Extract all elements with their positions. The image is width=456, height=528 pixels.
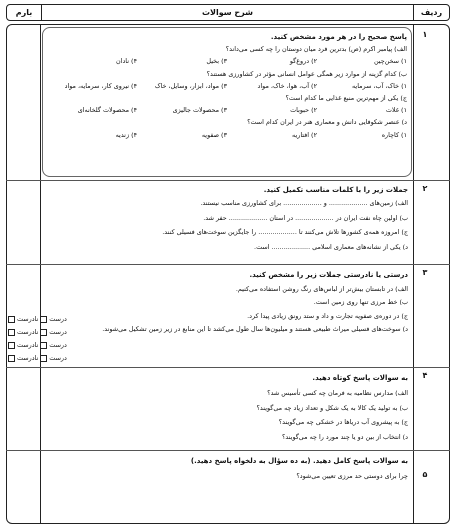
true-label: درست — [49, 354, 67, 362]
true-false-choice — [8, 315, 67, 323]
option[interactable]: ۴) محصولات گلخانه‌ای — [77, 106, 137, 115]
option[interactable]: ۲) دروغ‌گو — [289, 57, 317, 66]
option[interactable]: ۴) نیروی کار، سرمایه، مواد — [64, 81, 137, 90]
fill-blank-line: ب) اولین چاه نفت ایران در ................... در استان ................... حفر شد. — [203, 213, 408, 222]
section-number: ۱ — [422, 30, 428, 39]
true-false-choice — [8, 354, 67, 362]
true-false-statement: ب) خط مرزی تنها روی زمین است. — [313, 298, 408, 307]
short-answer-question: ب) به تولید یک کالا به یک شکل و تعداد زیاد چه می‌گویند؟ — [256, 403, 408, 412]
option[interactable]: ۲) افتاریه — [292, 130, 317, 139]
true-label: درست — [49, 328, 67, 336]
false-checkbox[interactable] — [8, 316, 15, 323]
true-false-statement: ج) در دوره‌ی صفویه تجارت و داد و ستد رونق زیادی پیدا کرد. — [247, 311, 408, 320]
false-label: نادرست — [17, 354, 39, 362]
true-false-row — [46, 323, 408, 336]
section-5-title: به سوالات پاسخ کامل دهید. (به ده سؤال به دلخواه پاسخ دهید.) — [190, 457, 408, 465]
option[interactable]: ۲) آب، هوا، خاک، مواد — [257, 81, 317, 90]
section-2-question — [42, 181, 412, 263]
section-1-title: پاسخ صحیح را در هر مورد مشخص کنید. — [270, 33, 407, 41]
option-row — [47, 129, 407, 141]
option[interactable]: ۴) زندیه — [115, 130, 137, 139]
column-divider-barom — [40, 24, 41, 524]
true-false-choice — [8, 341, 67, 349]
true-false-statement: د) سوخت‌های فسیلی میراث طبیعی هستند و میلیون‌ها سال طول می‌کشد تا این منابع در زیر زمین تشکیل می‌شوند. — [102, 324, 408, 333]
option-row — [47, 55, 407, 67]
option[interactable]: ۳) مواد، ابزار، وسایل، خاک — [154, 81, 227, 90]
section-number: ۵ — [422, 470, 428, 479]
section-3-title: درستی یا نادرستی جملات زیر را مشخص کنید. — [249, 271, 408, 279]
true-label: درست — [49, 315, 67, 323]
false-label: نادرست — [17, 328, 39, 336]
question-text: د) عنصر شکوفایی دانش و معماری هنر در ایران کدام است؟ — [247, 118, 407, 127]
option[interactable]: ۳) بخیل — [206, 57, 227, 66]
option[interactable]: ۲) حبوبات — [290, 106, 317, 115]
option[interactable]: ۳) صفویه — [201, 130, 227, 139]
section-4-title: به سوالات پاسخ کوتاه دهید. — [312, 374, 408, 382]
true-false-row — [46, 310, 408, 323]
true-checkbox[interactable] — [40, 355, 47, 362]
long-answer-question: چرا برای دوستی حد مرزی تعیین می‌شود؟ — [296, 472, 408, 480]
true-false-choice — [8, 328, 67, 336]
true-checkbox[interactable] — [40, 329, 47, 336]
option[interactable]: ۱) کاچاره — [381, 130, 407, 139]
true-false-row — [46, 283, 408, 296]
header-radif: ردیف — [413, 5, 449, 20]
section-number: ۳ — [422, 268, 428, 277]
true-label: درست — [49, 341, 67, 349]
option[interactable]: ۱) سخن‌چین — [373, 57, 407, 66]
header-title: شرح سوالات — [41, 5, 413, 20]
fill-blank-line: د) یکی از نشانه‌های معماری اسلامی ................... است. — [254, 242, 408, 251]
section-number: ۴ — [422, 371, 428, 380]
false-checkbox[interactable] — [8, 342, 15, 349]
short-answer-question: الف) مدارس نظامیه به فرمان چه کسی تأسیس شد؟ — [267, 389, 408, 397]
option-row — [47, 104, 407, 116]
option[interactable]: ۳) محصولات جالیزی — [172, 106, 227, 115]
section-3-question — [42, 265, 412, 366]
option[interactable]: ۱) خاک، آب، سرمایه — [351, 81, 407, 90]
section-number: ۲ — [422, 184, 428, 193]
column-divider-radif — [413, 24, 414, 524]
fill-blank-line: ج) امروزه همه‌ی کشورها تلاش می‌کنند تا ................... را جایگزین سوخت‌های فسیلی کنند. — [162, 228, 408, 237]
question-text: ب) کدام گزینه از موارد زیر همگی عوامل انسانی مؤثر در کشاورزی هستند؟ — [206, 69, 407, 78]
table-header — [6, 4, 450, 21]
true-checkbox[interactable] — [40, 316, 47, 323]
section-1-question — [42, 27, 412, 177]
true-false-statement: الف) در تابستان بیش‌تر از لباس‌های رنگ روشن استفاده می‌کنیم. — [235, 285, 408, 293]
fill-blank-line: الف) زمین‌های ................... و ................... برای کشاورزی مناسب نیستند. — [200, 199, 408, 208]
false-label: نادرست — [17, 341, 39, 349]
true-false-row — [46, 296, 408, 309]
false-label: نادرست — [17, 315, 39, 323]
section-5-question — [42, 451, 412, 521]
short-answer-question: د) انتخاب از بین دو یا چند مورد را چه می‌گویند؟ — [282, 432, 408, 441]
option[interactable]: ۴) نادان — [115, 57, 137, 66]
option-row — [47, 80, 407, 92]
option[interactable]: ۱) غلات — [385, 106, 407, 115]
question-text: الف) پیامبر اکرم (ص) بدترین فرد میان دوستان را چه کسی می‌داند؟ — [225, 45, 407, 54]
section-4-question — [42, 368, 412, 449]
question-text: ج) یکی از مهم‌ترین منبع غذایی ما کدام است؟ — [285, 94, 407, 103]
false-checkbox[interactable] — [8, 329, 15, 336]
false-checkbox[interactable] — [8, 355, 15, 362]
header-barom: بارم — [15, 8, 33, 17]
true-checkbox[interactable] — [40, 342, 47, 349]
short-answer-question: ج) به پیشروی آب دریاها در خشکی چه می‌گویند؟ — [278, 418, 408, 426]
section-2-title: جملات زیر را با کلمات مناسب تکمیل کنید. — [263, 186, 408, 194]
